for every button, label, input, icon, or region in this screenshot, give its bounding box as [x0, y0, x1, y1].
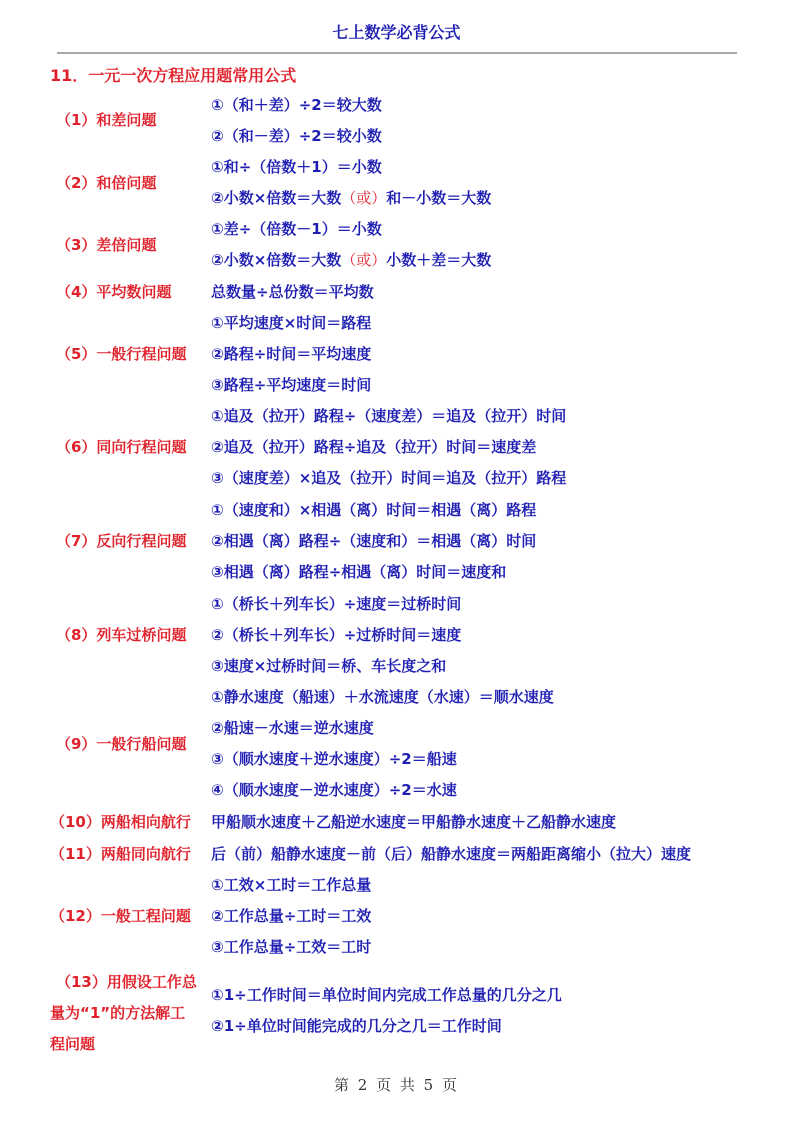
- formula: ②1÷单位时间能完成的几分之几＝工作时间: [211, 1017, 502, 1035]
- category-label-line: 量为“1”的方法解工: [50, 1004, 186, 1022]
- section-title: 11．一元一次方程应用题常用公式: [50, 66, 297, 85]
- formula: ①追及（拉开）路程÷（速度差）＝追及（拉开）时间: [211, 407, 567, 425]
- formula: 甲船顺水速度＋乙船逆水速度＝甲船静水速度＋乙船静水速度: [211, 813, 617, 831]
- formula: ④（顺水速度－逆水速度）÷2＝水速: [211, 781, 457, 799]
- formula: ③（速度差）×追及（拉开）时间＝追及（拉开）路程: [211, 469, 567, 487]
- formula: ③工作总量÷工效＝工时: [211, 938, 372, 956]
- category-label: （7）反向行程问题: [56, 532, 187, 550]
- or-marker: （或）: [341, 189, 387, 207]
- formula: 后（前）船静水速度－前（后）船静水速度＝两船距离缩小（拉大）速度: [211, 845, 692, 863]
- category-label: （10）两船相向航行: [50, 813, 191, 831]
- formula: ①（和＋差）÷2＝较大数: [211, 96, 382, 114]
- formula: ②（和－差）÷2＝较小数: [211, 127, 382, 145]
- category-label: （2）和倍问题: [56, 174, 157, 192]
- formula-part: ②小数×倍数＝大数: [211, 251, 342, 269]
- category-label: （3）差倍问题: [56, 236, 157, 254]
- formula: ①和÷（倍数＋1）＝小数: [211, 158, 382, 176]
- formula: ②（桥长＋列车长）÷过桥时间＝速度: [211, 626, 462, 644]
- formula: ③相遇（离）路程÷相遇（离）时间＝速度和: [211, 563, 507, 581]
- formula: [211, 249, 491, 270]
- category-label: （4）平均数问题: [56, 283, 172, 301]
- page-footer: 第 2 页 共 5 页: [334, 1076, 459, 1094]
- formula: ①静水速度（船速）＋水流速度（水速）＝顺水速度: [211, 688, 554, 706]
- category-label-line: 程问题: [50, 1035, 96, 1053]
- formula: ③路程÷平均速度＝时间: [211, 376, 372, 394]
- category-label: （9）一般行船问题: [56, 735, 187, 753]
- formula: ③（顺水速度＋逆水速度）÷2＝船速: [211, 750, 457, 768]
- formula: ②相遇（离）路程÷（速度和）＝相遇（离）时间: [211, 532, 537, 550]
- category-label: （12）一般工程问题: [50, 907, 191, 925]
- category-label: （6）同向行程问题: [56, 438, 187, 456]
- formula: ②工作总量÷工时＝工效: [211, 907, 372, 925]
- formula-part: 和－小数＝大数: [386, 189, 492, 207]
- formula: ①工效×工时＝工作总量: [211, 876, 372, 894]
- category-label: （5）一般行程问题: [56, 345, 187, 363]
- formula: ②路程÷时间＝平均速度: [211, 345, 372, 363]
- or-marker: （或）: [341, 251, 387, 269]
- category-label: （11）两船同向航行: [50, 845, 191, 863]
- header-divider: [57, 52, 737, 54]
- category-label: （8）列车过桥问题: [56, 626, 187, 644]
- formula: ①差÷（倍数－1）＝小数: [211, 220, 382, 238]
- formula: ②追及（拉开）路程÷追及（拉开）时间＝速度差: [211, 438, 537, 456]
- category-label-line: （13）用假设工作总: [56, 973, 197, 991]
- formula: ①1÷工作时间＝单位时间内完成工作总量的几分之几: [211, 986, 562, 1004]
- formula-part: 小数＋差＝大数: [386, 251, 492, 269]
- formula: ②船速－水速＝逆水速度: [211, 719, 374, 737]
- formula: [211, 187, 491, 208]
- formula: ①（桥长＋列车长）÷速度＝过桥时间: [211, 595, 462, 613]
- formula-part: ②小数×倍数＝大数: [211, 189, 342, 207]
- category-label: （1）和差问题: [56, 111, 157, 129]
- category-label-multiline: [50, 967, 200, 1060]
- formula: ③速度×过桥时间＝桥、车长度之和: [211, 657, 447, 675]
- formula: 总数量÷总份数＝平均数: [211, 283, 374, 301]
- formula: ①平均速度×时间＝路程: [211, 314, 372, 332]
- page-header-title: 七上数学必背公式: [332, 23, 461, 42]
- formula: ①（速度和）×相遇（离）时间＝相遇（离）路程: [211, 501, 537, 519]
